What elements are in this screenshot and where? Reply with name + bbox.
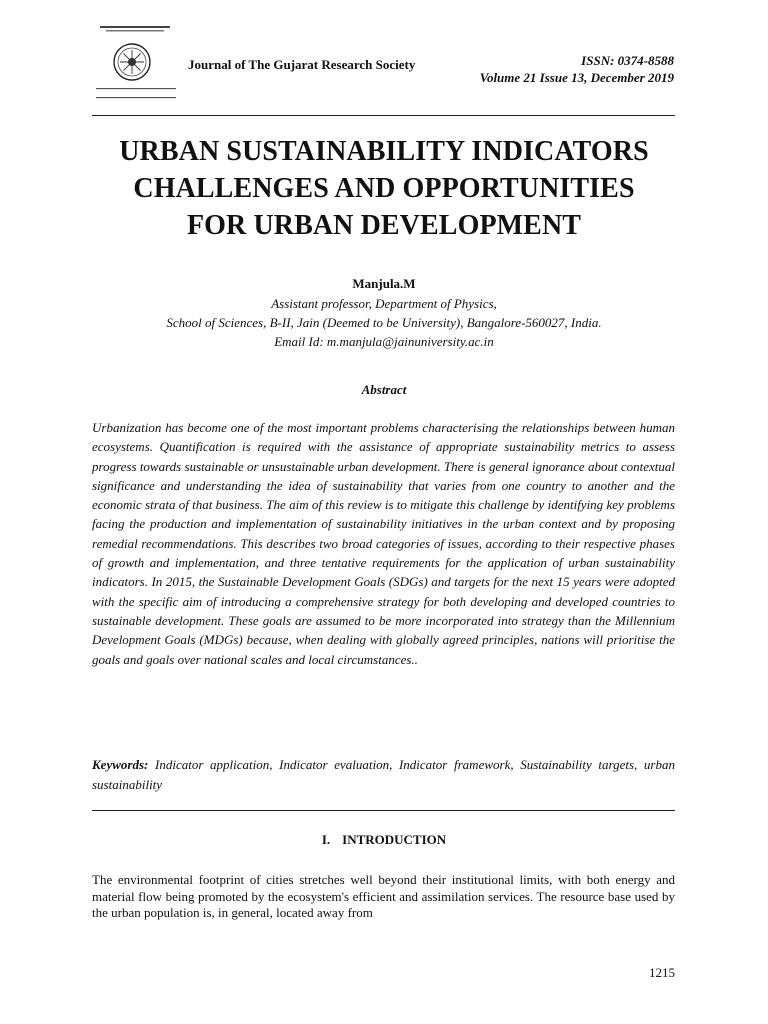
introduction-heading (60, 832, 708, 848)
journal-logo (92, 22, 186, 102)
issn-number: ISSN: 0374-8588 (581, 53, 674, 68)
title-line: FOR URBAN DEVELOPMENT (186, 210, 582, 241)
author-email: Email Id: m.manjula@jainuniversity.ac.in (274, 334, 494, 349)
abstract-text: Urbanization has become one of the most important problems characterising the relationships between human ecosystems. Quantification is required with the assistance of appropriate sustainability metrics to assess progress towards sustainable or unsustainable urban development. There is general ignorance about contextual significance and understanding the idea of sustainability that varies from one country to another and the economic strata of that business. The aim of this review is to mitigate this challenge by identifying key problems facing the production and implementation of sustainability initiatives in the urban context and by proposing remedial recommendations. This describes two broad categories of issues, according to their respective phases of growth and implementation, and three tentative requirements for the application of urban sustainability indicators. In 2015, the Sustainable Development Goals (SDGs) and targets for the next 15 years were adopted with the specific aim of introducing a comprehensive strategy for both developing and developed countries to sustainable development. These goals are assumed to be more incorporated into strategy than the Millennium Development Goals (MDGs) because, when dealing with globally agreed principles, nations will prioritise the goals and goals over national scales and local circumstances.. (92, 420, 675, 667)
abstract-body (92, 418, 675, 669)
issn-block (480, 52, 674, 86)
title-line: URBAN SUSTAINABILITY INDICATORS (119, 136, 649, 167)
keywords-divider (92, 810, 675, 811)
title-line: CHALLENGES AND OPPORTUNITIES (133, 173, 635, 204)
volume-issue: Volume 21 Issue 13, December 2019 (479, 70, 674, 85)
keywords (92, 755, 675, 794)
section-number: I. (321, 832, 331, 847)
affiliation-line: School of Sciences, B-II, Jain (Deemed to be University), Bangalore-560027, India. (166, 315, 602, 330)
journal-name: Journal of The Gujarat Research Society (188, 57, 416, 72)
page-number: 1215 (649, 965, 675, 980)
keywords-label: Keywords: (92, 757, 149, 772)
header-divider (92, 115, 675, 116)
keywords-text: Indicator application, Indicator evaluation, Indicator framework, Sustainability targets, urban sustainability (92, 757, 675, 792)
author-affiliation (60, 294, 708, 351)
author-name: Manjula.M (352, 276, 416, 291)
affiliation-line: Assistant professor, Department of Physics, (271, 296, 497, 311)
paper-title (60, 133, 708, 244)
abstract-heading: Abstract (361, 382, 407, 397)
section-title: INTRODUCTION (342, 832, 447, 847)
introduction-text: The environmental footprint of cities stretches well beyond their institutional limits, with both energy and material flow being promoted by the ecosystem's efficient and assimilation services. The resource base used by the urban population is, in general, located away from (92, 872, 675, 920)
introduction-body (92, 872, 675, 922)
